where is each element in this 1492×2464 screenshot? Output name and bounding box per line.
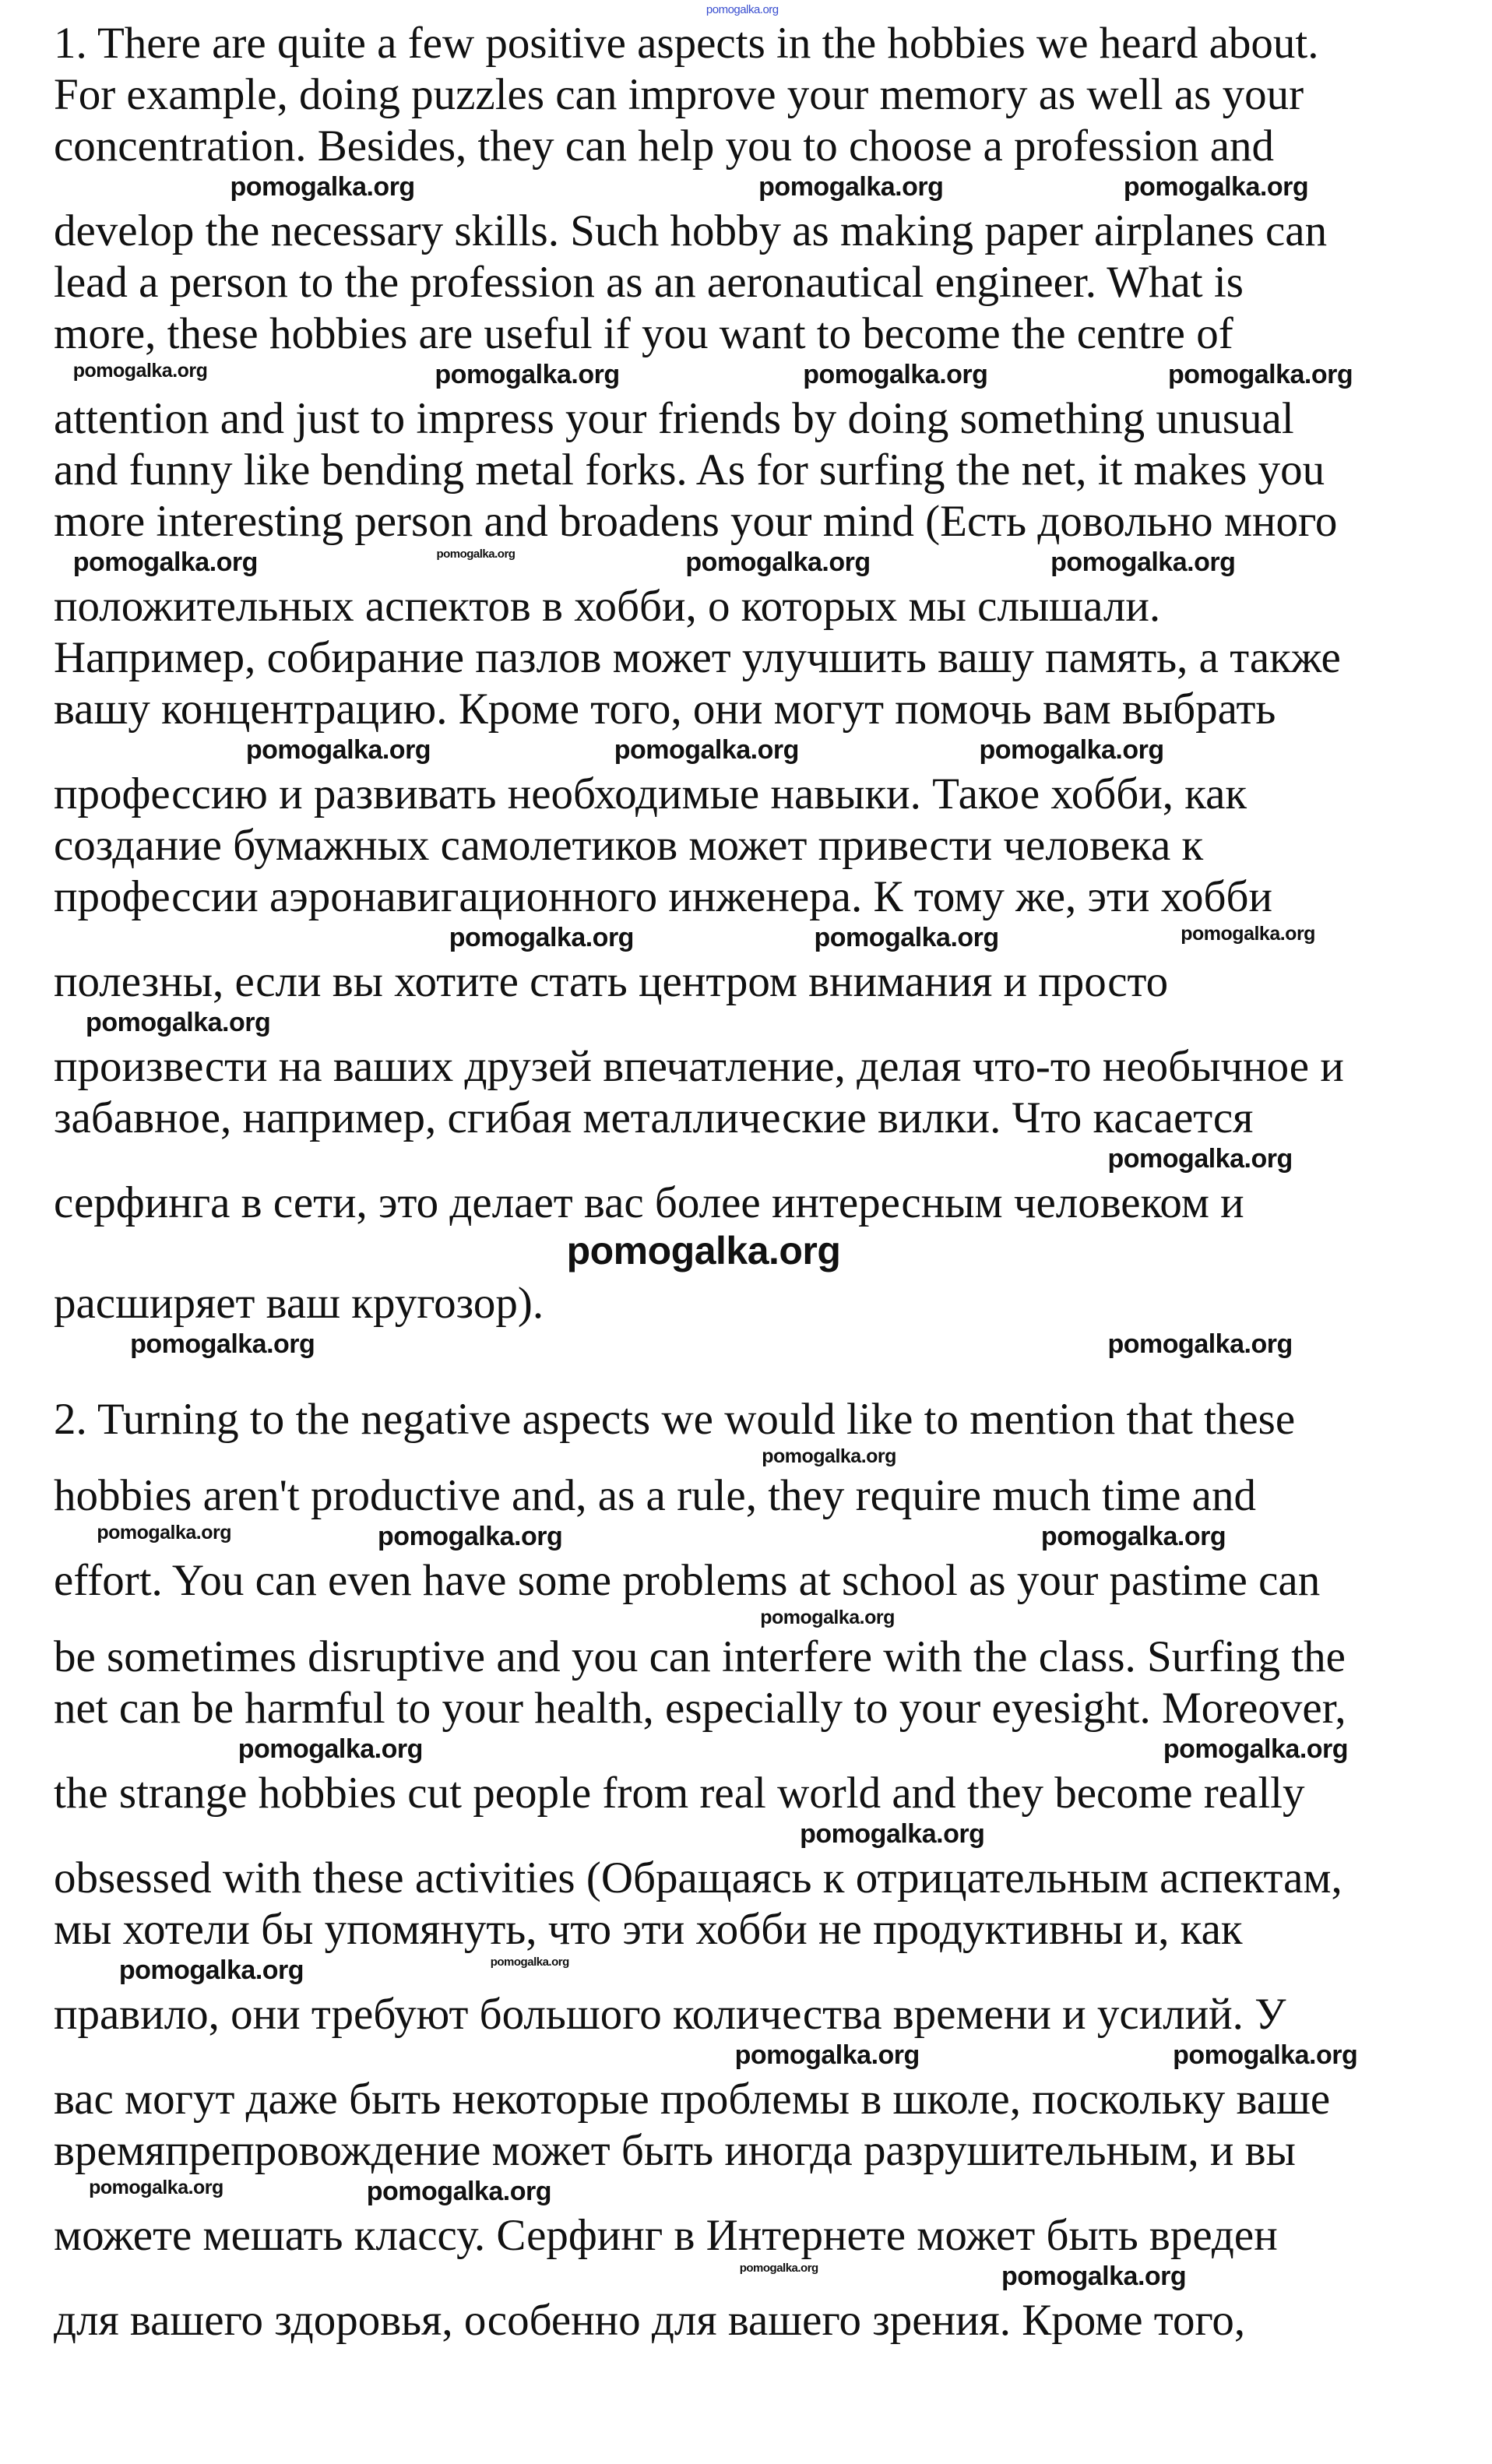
paragraph1-line: attention and just to impress your friends by doing something unusual [54, 394, 1294, 443]
paragraph1-line: профессию и развивать необходимые навыки. Такое хобби, как [54, 769, 1247, 818]
paragraph2-line: the strange hobbies cut people from real world and they become really [54, 1769, 1305, 1818]
watermark-row [0, 1008, 1492, 1041]
watermark: pomogalka.org [1167, 360, 1353, 389]
watermark: pomogalka.org [245, 735, 431, 765]
paragraph2-line: можете мешать классу. Серфинг в Интернете может быть вреден [54, 2211, 1278, 2260]
watermark-row [0, 1819, 1492, 1853]
watermark: pomogalka.org [366, 2177, 551, 2206]
watermark: pomogalka.org [760, 1607, 895, 1628]
watermark: pomogalka.org [614, 735, 799, 765]
watermark: pomogalka.org [86, 1008, 271, 1037]
watermark: pomogalka.org [72, 547, 258, 577]
paragraph1-line: 1. There are quite a few positive aspects in the hobbies we heard about. [54, 19, 1319, 68]
watermark-row [0, 735, 1492, 769]
paragraph1-line: Например, собирание пазлов может улучшить вашу память, а также [54, 633, 1341, 682]
watermark: pomogalka.org [1173, 2040, 1358, 2070]
watermark: pomogalka.org [1040, 1522, 1226, 1551]
watermark: pomogalka.org [1181, 923, 1315, 945]
watermark-row [0, 547, 1492, 581]
watermark: pomogalka.org [1107, 1329, 1293, 1359]
watermark: pomogalka.org [1163, 1734, 1349, 1764]
watermark-row [0, 923, 1492, 956]
watermark-row [0, 1955, 1492, 1989]
watermark: pomogalka.org [89, 2177, 223, 2198]
watermark-row [0, 1522, 1492, 1555]
watermark-row [0, 2040, 1492, 2074]
watermark-row [0, 2262, 1492, 2295]
paragraph1-line: develop the necessary skills. Such hobby as making paper airplanes can [54, 206, 1328, 255]
watermark: pomogalka.org [803, 360, 988, 389]
watermark-row [0, 1607, 1492, 1632]
paragraph1-line: произвести на ваших друзей впечатление, делая что-то необычное и [54, 1042, 1344, 1091]
paragraph2-line: для вашего здоровья, особенно для вашего зрения. Кроме того, [54, 2296, 1246, 2345]
watermark: pomogalka.org [97, 1522, 231, 1544]
watermark: pomogalka.org [814, 923, 999, 952]
watermark: pomogalka.org [685, 547, 871, 577]
watermark-row [0, 2177, 1492, 2210]
watermark: pomogalka.org [758, 172, 944, 202]
watermark: pomogalka.org [1107, 1144, 1293, 1174]
watermark: pomogalka.org [378, 1522, 563, 1551]
paragraph2-line: правило, они требуют большого количества времени и усилий. У [54, 1990, 1286, 2039]
watermark-row [0, 360, 1492, 393]
header-watermark: pomogalka.org [706, 3, 779, 16]
paragraph1-line: lead a person to the profession as an aeronautical engineer. What is [54, 258, 1244, 307]
paragraph1-line: забавное, например, сгибая металлические вилки. Что касается [54, 1093, 1254, 1142]
watermark: pomogalka.org [238, 1734, 423, 1764]
watermark-row [0, 3, 1492, 18]
watermark: pomogalka.org [230, 172, 415, 202]
watermark: pomogalka.org [762, 1445, 896, 1467]
paragraph2-line: времяпрепровождение может быть иногда разрушительным, и вы [54, 2126, 1296, 2175]
watermark: pomogalka.org [436, 547, 516, 561]
watermark: pomogalka.org [72, 360, 208, 382]
watermark: pomogalka.org [490, 1955, 569, 1969]
watermark-row [0, 1144, 1492, 1177]
watermark: pomogalka.org [118, 1955, 304, 1985]
paragraph1-line: more, these hobbies are useful if you want to become the centre of [54, 309, 1233, 358]
watermark-row [0, 1445, 1492, 1470]
paragraph2-line: effort. You can even have some problems at school as your pastime can [54, 1556, 1321, 1605]
paragraph1-line: more interesting person and broadens your mind (Есть довольно много [54, 497, 1338, 546]
paragraph1-line: серфинга в сети, это делает вас более интересным человеком и [54, 1178, 1244, 1227]
paragraph2-line: 2. Turning to the negative aspects we would like to mention that these [54, 1395, 1296, 1444]
paragraph2-line: net can be harmful to your health, especially to your eyesight. Moreover, [54, 1684, 1346, 1733]
watermark: pomogalka.org [566, 1229, 841, 1272]
watermark: pomogalka.org [739, 2262, 818, 2275]
watermark: pomogalka.org [979, 735, 1164, 765]
paragraph-gap [0, 1363, 1492, 1394]
paragraph1-line: полезны, если вы хотите стать центром внимания и просто [54, 957, 1169, 1006]
paragraph1-line: расширяет ваш кругозор). [54, 1279, 544, 1328]
paragraph1-line: For example, doing puzzles can improve your memory as well as your [54, 70, 1304, 119]
watermark: pomogalka.org [449, 923, 634, 952]
paragraph1-line: положительных аспектов в хобби, о которых мы слышали. [54, 582, 1161, 631]
paragraph1-line: and funny like bending metal forks. As for surfing the net, it makes you [54, 445, 1325, 495]
watermark-row [0, 1329, 1492, 1363]
paragraph1-line: concentration. Besides, they can help you to choose a profession and [54, 121, 1275, 171]
watermark: pomogalka.org [1001, 2262, 1187, 2291]
paragraph1-line: профессии аэронавигационного инженера. К тому же, эти хобби [54, 872, 1272, 921]
watermark: pomogalka.org [800, 1819, 985, 1849]
paragraph2-line: hobbies aren't productive and, as a rule, they require much time and [54, 1471, 1256, 1520]
watermark-row [0, 172, 1492, 206]
paragraph2-line: be sometimes disruptive and you can interfere with the class. Surfing the [54, 1632, 1346, 1681]
watermark: pomogalka.org [1123, 172, 1309, 202]
paragraph2-line: мы хотели бы упомянуть, что эти хобби не продуктивны и, как [54, 1905, 1243, 1954]
watermark: pomogalka.org [130, 1329, 315, 1359]
paragraph2-line: obsessed with these activities (Обращаясь к отрицательным аспектам, [54, 1853, 1342, 1903]
watermark: pomogalka.org [1050, 547, 1236, 577]
watermark-row [0, 1229, 1492, 1278]
watermark: pomogalka.org [734, 2040, 920, 2070]
paragraph2-line: вас могут даже быть некоторые проблемы в школе, поскольку ваше [54, 2075, 1331, 2124]
watermark: pomogalka.org [435, 360, 620, 389]
watermark-row [0, 1734, 1492, 1768]
paragraph1-line: вашу концентрацию. Кроме того, они могут помочь вам выбрать [54, 685, 1276, 734]
paragraph1-line: создание бумажных самолетиков может привести человека к [54, 821, 1204, 870]
